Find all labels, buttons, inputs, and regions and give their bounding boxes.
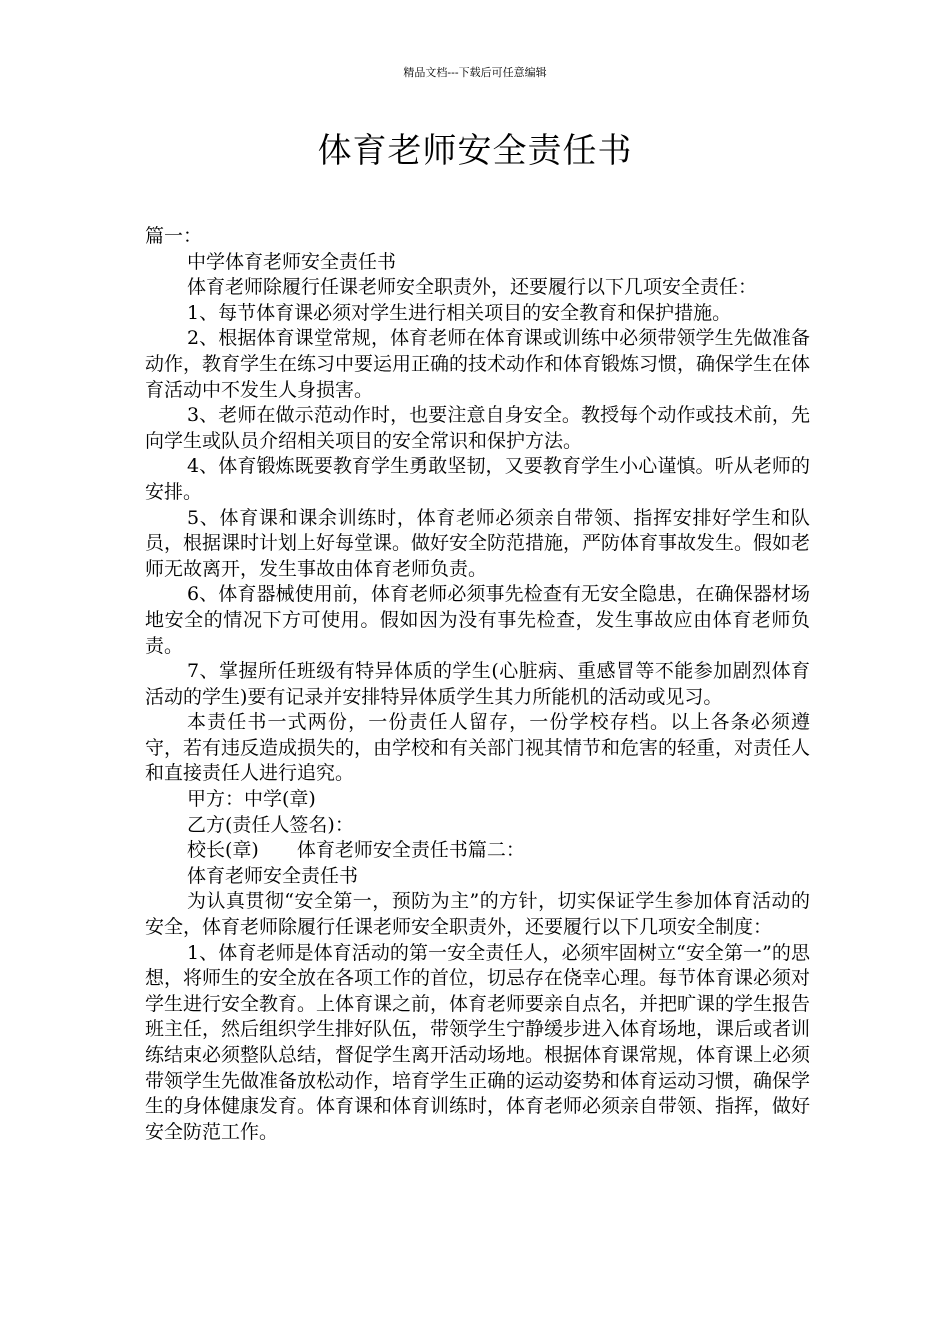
paragraph: 篇一：	[145, 225, 203, 247]
paragraph: 体育老师除履行任课老师安全职责外，还要履行以下几项安全责任：	[187, 276, 758, 299]
paragraph: 6、体育器械使用前，体育老师必须事先检查有无安全隐患，在确保器材场地安全的情况下方可使用。假如因为没有事先检查，发生事故应由体育老师负责。	[145, 583, 810, 657]
header-note: 精品文档---下载后可任意编辑	[403, 66, 547, 79]
paragraph: 体育老师安全责任书	[187, 864, 359, 887]
document-title: 体育老师安全责任书	[317, 131, 633, 171]
paragraph: 7、掌握所任班级有特异体质的学生(心脏病、重感冒等不能参加剧烈体育活动的学生)要有记录并安排特异体质学生其力所能机的活动或见习。	[145, 660, 810, 708]
paragraph: 乙方(责任人签名)：	[187, 813, 354, 836]
paragraph: 本责任书一式两份，一份责任人留存，一份学校存档。以上各条必须遵守，若有违反造成损失的，由学校和有关部门视其情节和危害的轻重，对责任人和直接责任人进行追究。	[145, 711, 811, 785]
paragraph: 为认真贯彻“安全第一，预防为主”的方针，切实保证学生参加体育活动的安全，体育老师除履行任课老师安全职责外，还要履行以下几项安全制度：	[145, 890, 810, 939]
paragraph: 校长(章) 体育老师安全责任书篇二：	[187, 839, 525, 862]
document-body	[145, 224, 810, 1145]
paragraph: 4、体育锻炼既要教育学生勇敢坚韧，又要教育学生小心谨慎。听从老师的安排。	[145, 455, 810, 503]
paragraph: 甲方：中学(章)	[187, 788, 316, 811]
paragraph: 1、体育老师是体育活动的第一安全责任人，必须牢固树立“安全第一”的思想，将师生的安全放在各项工作的首位，切忌存在侥幸心理。每节体育课必须对学生进行安全教育。上体育课之前，体育老师要亲自点名，并把旷课的学生报告班主任，然后组织学生排好队伍，带领学生宁静缓步进入体育场地，课后或者训练结束必须整队总结，督促学生离开活动场地。根据体育课常规，体育课上必须带领学生先做准备放松动作，培育学生正确的运动姿势和体育运动习惯，确保学生的身体健康发育。体育课和体育训练时，体育老师必须亲自带领、指挥，做好安全防范工作。	[145, 941, 811, 1143]
paragraph: 2、根据体育课堂常规，体育老师在体育课或训练中必须带领学生先做准备动作，教育学生在练习中要运用正确的技术动作和体育锻炼习惯，确保学生在体育活动中不发生人身损害。	[145, 327, 811, 401]
paragraph: 3、老师在做示范动作时，也要注意自身安全。教授每个动作或技术前，先向学生或队员介绍相关项目的安全常识和保护方法。	[145, 404, 810, 452]
paragraph: 中学体育老师安全责任书	[187, 250, 397, 273]
paragraph: 5、体育课和课余训练时，体育老师必须亲自带领、指挥安排好学生和队员，根据课时计划上好每堂课。做好安全防范措施，严防体育事故发生。假如老师无故离开，发生事故由体育老师负责。	[145, 506, 811, 580]
paragraph: 1、每节体育课必须对学生进行相关项目的安全教育和保护措施。	[187, 301, 732, 324]
